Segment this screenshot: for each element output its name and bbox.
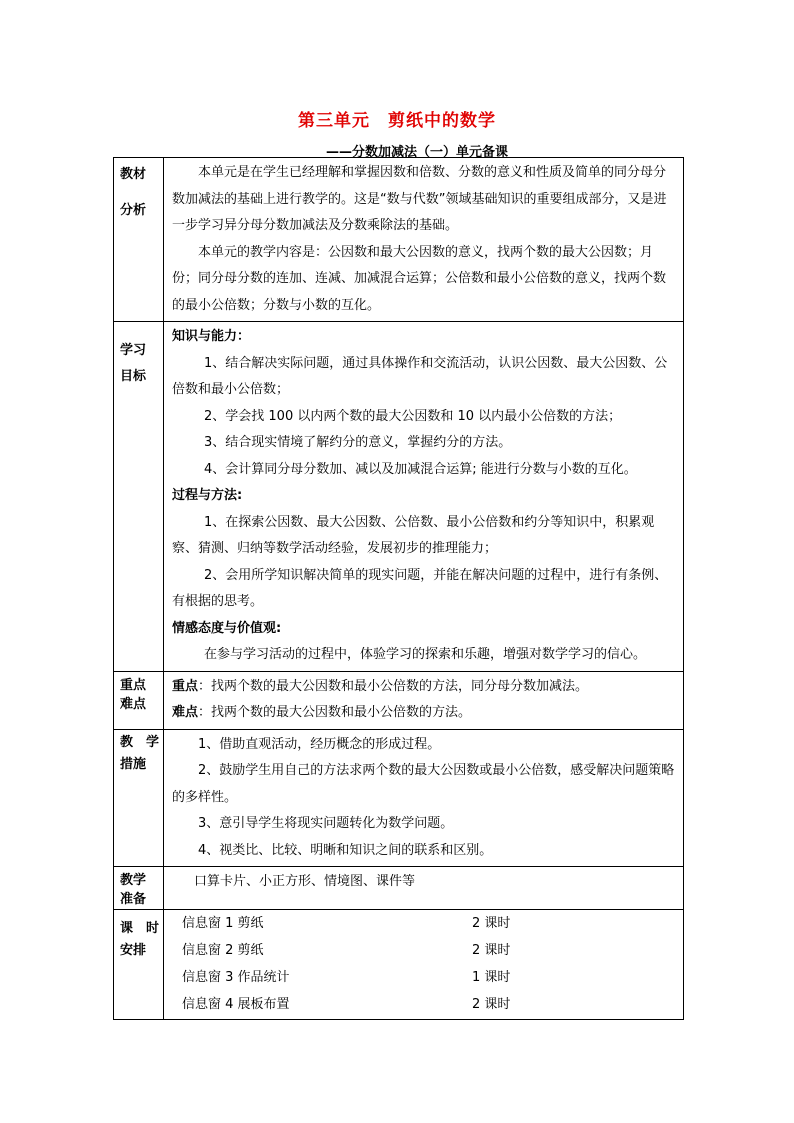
key-point-text: ：找两个数的最大公因数和最小公倍数的方法，同分母分数加减法。: [198, 678, 589, 694]
schedule-item-hours: 2 课时: [472, 916, 511, 931]
page-subtitle: ——分数加减法（一）单元备课: [325, 145, 508, 160]
process-heading: 过程与方法:: [172, 488, 243, 503]
label-goals-line1: 学习: [120, 343, 147, 358]
attitude-heading: 情感态度与价值观:: [172, 620, 282, 636]
preparation-text: 口算卡片、小正方形、情境图、课件等: [194, 874, 416, 889]
label-measures-line2: 措施: [120, 756, 147, 772]
label-keypoints: [114, 671, 164, 729]
schedule-item-name: 信息窗 3 作品统计: [182, 970, 290, 985]
content-preparation: [164, 867, 684, 910]
row-preparation: [114, 867, 684, 910]
content-keypoints: [164, 671, 684, 729]
label-keypoints-line1: 重点: [120, 677, 147, 693]
label-preparation-line2: 准备: [120, 892, 147, 907]
schedule-row: [114, 937, 685, 964]
analysis-paragraph-2: 本单元的教学内容是：公因数和最大公因数的意义，找两个数的最大公因数；月份；同分母分数的连加、连减、加减混合运算；公倍数和最小公倍数的意义，找两个数的最小公倍数；分数与小数的互化。: [172, 244, 667, 313]
content-schedule: [164, 910, 684, 1020]
key-point-line: [172, 674, 677, 701]
label-schedule-line1: 课 时: [120, 921, 160, 936]
measure-item-2: 2、鼓励学生用自己的方法求两个数的最大公因数或最小公倍数，感受解决问题策略的多样性。: [172, 763, 675, 805]
knowledge-item-2: 2、学会找 100 以内两个数的最大公因数和 10 以内最小公倍数的方法；: [204, 408, 622, 424]
content-goals: [164, 322, 684, 672]
label-preparation: [114, 867, 164, 910]
content-measures: [164, 729, 684, 867]
knowledge-heading: 知识与能力：: [172, 329, 251, 344]
schedule-item-hours: 1 课时: [472, 970, 511, 985]
row-schedule: [114, 910, 684, 1020]
measure-item-1: 1、借助直观活动，经历概念的形成过程。: [198, 736, 441, 752]
process-item-1: 1、在探索公因数、最大公因数、公倍数、最小公倍数和约分等知识中，积累观察、猜测、归纳等数学活动经验，发展初步的推理能力；: [172, 514, 655, 556]
row-goals: [114, 322, 684, 672]
schedule-row: [114, 910, 685, 937]
row-keypoints: [114, 671, 684, 729]
row-analysis: [114, 158, 684, 322]
schedule-item-name: 信息窗 4 展板布置: [182, 997, 290, 1012]
difficulty-text: ：找两个数的最大公因数和最小公倍数的方法。: [198, 705, 472, 720]
schedule-item-hours: 2 课时: [472, 997, 511, 1012]
analysis-paragraph-1: 本单元是在学生已经理解和掌握因数和倍数、分数的意义和性质及简单的同分母分数加减法的基础上进行教学的。这是“数与代数”领域基础知识的重要组成部分，又是进一步学习异分母分数加减法及分数乘除法的基础。: [172, 165, 667, 233]
content-analysis: [164, 158, 684, 322]
measure-item-4: 4、视类比、比较、明晰和知识之间的联系和区别。: [198, 842, 493, 858]
measure-item-3: 3、意引导学生将现实问题转化为数学问题。: [198, 816, 454, 831]
lesson-plan-table: [113, 157, 684, 1020]
label-goals: [114, 322, 164, 672]
process-item-2: 2、会用所学知识解决简单的现实问题，并能在解决问题的过程中，进行有条例、有根据的思考。: [172, 567, 668, 609]
row-measures: [114, 729, 684, 867]
label-preparation-line1: 教学: [120, 873, 147, 888]
label-goals-line2: 目标: [120, 369, 147, 384]
knowledge-item-3: 3、结合现实情境了解约分的意义，掌握约分的方法。: [204, 435, 512, 450]
schedule-item-name: 信息窗 2 剪纸: [182, 943, 264, 958]
label-measures: [114, 729, 164, 867]
page-title: 第三单元 剪纸中的数学: [298, 111, 496, 131]
schedule-item-hours: 2 课时: [472, 943, 511, 958]
knowledge-item-4: 4、会计算同分母分数加、减以及加减混合运算; 能进行分数与小数的互化。: [204, 461, 637, 477]
schedule-item-name: 信息窗 1 剪纸: [182, 916, 264, 931]
label-analysis-line1: 教材: [120, 167, 147, 182]
attitude-item-1: 在参与学习活动的过程中，体验学习的探索和乐趣，增强对数学学习的信心。: [204, 647, 647, 662]
label-keypoints-line2: 难点: [120, 696, 147, 712]
difficulty-label: 难点: [172, 705, 199, 720]
key-point-label: 重点: [172, 678, 199, 694]
schedule-row: [114, 991, 685, 1018]
label-analysis-line2: 分析: [120, 203, 147, 218]
label-schedule-line2: 安排: [120, 943, 147, 958]
difficulty-line: [172, 700, 677, 727]
label-analysis: [114, 158, 164, 322]
schedule-table: [114, 910, 685, 1018]
label-measures-line1: 教 学: [120, 734, 160, 750]
knowledge-item-1: 1、结合解决实际问题，通过具体操作和交流活动，认识公因数、最大公因数、公倍数和最小公倍数；: [172, 355, 668, 397]
schedule-row: [114, 964, 685, 991]
